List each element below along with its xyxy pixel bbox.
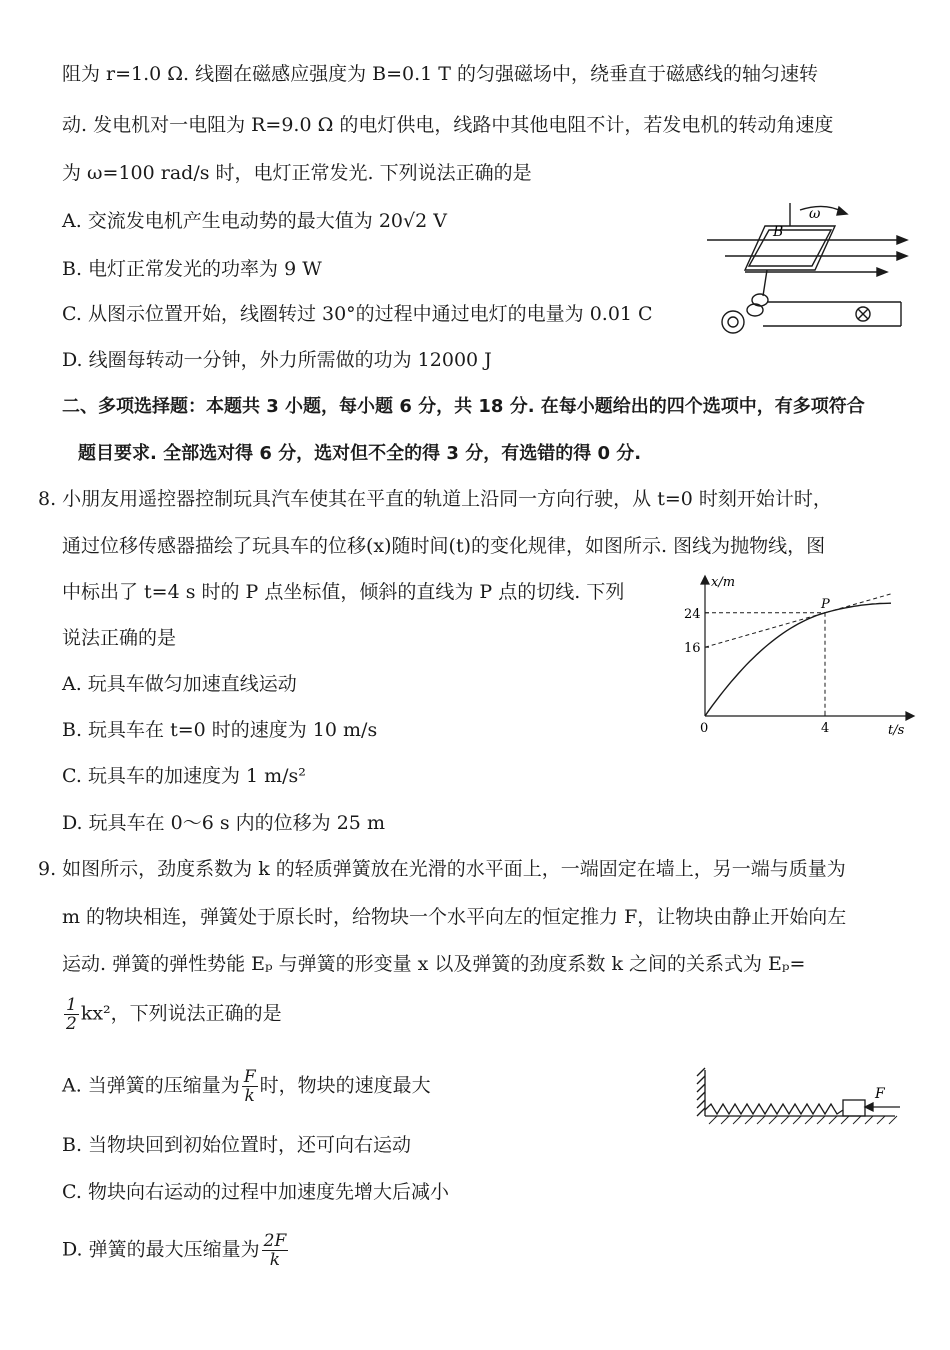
- q9-option-b: B. 当物块回到初始位置时，还可向右运动: [62, 1134, 412, 1156]
- x-t-curve: [705, 603, 891, 716]
- tick-label-y-16: 16: [684, 641, 701, 657]
- force-label: F: [875, 1086, 885, 1102]
- q8-option-b: B. 玩具车在 t=0 时的速度为 10 m/s: [62, 719, 378, 741]
- q9-option-a: A. 当弹簧的压缩量为 $\frac{F}{k}$ 时，物块的速度最大: [62, 1067, 431, 1106]
- q7-stem-line-2: 动. 发电机对一电阻为 R=9.0 Ω 的电灯供电，线路中其他电阻不计，若发电机的转动角速度: [62, 114, 834, 136]
- q8-option-c: C. 玩具车的加速度为 1 m/s²: [62, 765, 306, 787]
- q8-stem-line-2: 通过位移传感器描绘了玩具车的位移(x)随时间(t)的变化规律，如图所示. 图线为抛物线，图: [62, 535, 826, 557]
- q9-stem-line-2: m 的物块相连，弹簧处于原长时，给物块一个水平向左的恒定推力 F，让物块由静止开始向左: [62, 906, 847, 928]
- block: [843, 1100, 865, 1116]
- x-t-graph: [680, 570, 920, 740]
- tangent-line: [705, 594, 891, 647]
- q8-stem-line-1: 8. 小朋友用遥控器控制玩具汽车使其在平直的轨道上沿同一方向行驶，从 t=0 时刻开始计时，: [38, 488, 832, 510]
- slip-ring: [747, 304, 763, 316]
- fraction-2f-over-k: $\frac{2F}{k}$: [263, 1231, 287, 1270]
- point-p-label: P: [821, 596, 830, 612]
- origin-label: 0: [700, 721, 709, 736]
- q8-stem-line-4: 说法正确的是: [62, 627, 177, 649]
- q7-stem-line-1: 阻为 r=1.0 Ω. 线圈在磁感应强度为 B=0.1 T 的匀强磁场中，绕垂直于磁感线的轴匀速转: [62, 63, 819, 85]
- q8-stem-line-3: 中标出了 t=4 s 时的 P 点坐标值，倾斜的直线为 P 点的切线. 下列: [62, 581, 625, 603]
- q8-option-a: A. 玩具车做匀加速直线运动: [62, 673, 297, 695]
- x-axis-label: t/s: [888, 723, 905, 738]
- q8-option-d: D. 玩具车在 0～6 s 内的位移为 25 m: [62, 812, 385, 834]
- section2-heading-line-2: 题目要求. 全部选对得 6 分，选对但不全的得 3 分，有选错的得 0 分.: [78, 443, 642, 464]
- q7-option-a: A. 交流发电机产生电动势的最大值为 20√2 V: [62, 210, 447, 232]
- section2-heading-line-1: 二、多项选择题：本题共 3 小题，每小题 6 分，共 18 分. 在每小题给出的四个选项中，有多项符合: [62, 396, 865, 417]
- spring-block-figure: [695, 1066, 910, 1126]
- slip-ring: [722, 311, 744, 333]
- q9-stem-line-1: 9. 如图所示，劲度系数为 k 的轻质弹簧放在光滑的水平面上，一端固定在墙上，另一端与质量为: [38, 858, 846, 880]
- tick-label-x-4: 4: [821, 721, 830, 736]
- q7-option-c: C. 从图示位置开始，线圈转过 30°的过程中通过电灯的电量为 0.01 C: [62, 303, 653, 325]
- q9-option-c: C. 物块向右运动的过程中加速度先增大后减小: [62, 1181, 449, 1203]
- q7-option-d: D. 线圈每转动一分钟，外力所需做的功为 12000 J: [62, 349, 492, 371]
- generator-figure: [705, 198, 915, 340]
- q9-stem-line-4: $\frac{1}{2}$ kx²，下列说法正确的是: [66, 995, 282, 1034]
- angular-velocity-label: ω: [809, 206, 821, 222]
- q9-option-d: D. 弹簧的最大压缩量为 $\frac{2F}{k}$: [62, 1231, 287, 1270]
- q7-option-b: B. 电灯正常发光的功率为 9 W: [62, 258, 322, 280]
- fraction-f-over-k: $\frac{F}{k}$: [243, 1067, 256, 1106]
- q7-stem-line-3: 为 ω=100 rad/s 时，电灯正常发光. 下列说法正确的是: [62, 162, 532, 184]
- spring: [705, 1104, 843, 1114]
- fraction-one-half: $\frac{1}{2}$: [66, 995, 77, 1034]
- y-axis-label: x/m: [711, 575, 736, 590]
- magnetic-field-label: B: [773, 224, 784, 240]
- rotation-axis: [763, 270, 767, 296]
- q9-stem-line-3: 运动. 弹簧的弹性势能 Eₚ 与弹簧的形变量 x 以及弹簧的劲度系数 k 之间的关系式为 Eₚ=: [62, 953, 806, 975]
- tick-label-y-24: 24: [684, 606, 701, 622]
